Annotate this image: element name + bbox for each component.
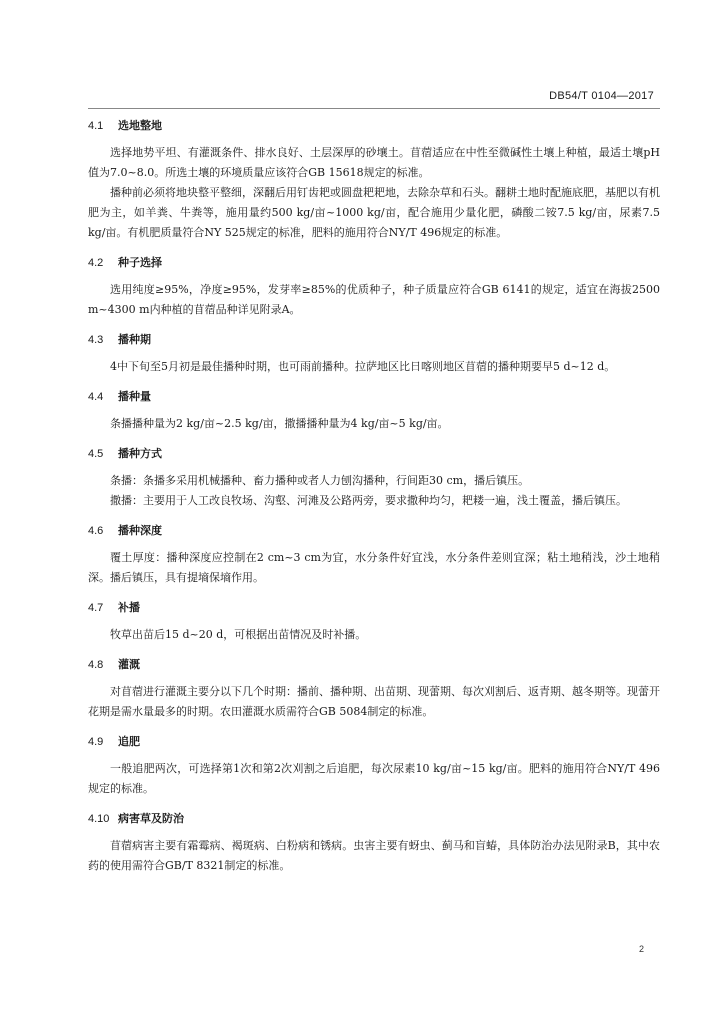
section-paragraph: 覆土厚度：播种深度应控制在2 cm~3 cm为宜，水分条件好宜浅，水分条件差则宜深；粘土地稍浅，沙土地稍深。播后镇压，具有提墒保墒作用。: [88, 551, 660, 584]
section-heading: [88, 446, 660, 462]
section-paragraph: 条播播种量为2 kg/亩~2.5 kg/亩，撒播播种量为4 kg/亩~5 kg/亩。: [110, 417, 449, 430]
section-number: 4.5: [88, 448, 104, 460]
section-number: 4.6: [88, 525, 104, 537]
section-title: 播种方式: [118, 447, 162, 460]
page-number: 2: [638, 944, 644, 954]
section-heading: [88, 600, 660, 616]
section-title: 病害草及防治: [118, 812, 184, 825]
section-paragraph: 选用纯度≥95%，净度≥95%，发芽率≥85%的优质种子，种子质量应符合GB 6141的规定，适宜在海拔2500 m~4300 m内种植的苜蓿品种详见附录A。: [88, 283, 660, 316]
section-paragraph: 一般追肥两次，可选择第1次和第2次刈割之后追肥，每次尿素10 kg/亩~15 kg/亩。肥料的施用符合NY/T 496规定的标准。: [88, 762, 660, 795]
section-paragraph: 牧草出苗后15 d~20 d，可根据出苗情况及时补播。: [110, 628, 367, 641]
section-paragraph: 撒播：主要用于人工改良牧场、沟壑、河滩及公路两旁，要求撒种均匀，耙耧一遍，浅土覆盖，播后镇压。: [110, 494, 627, 507]
section-number: 4.7: [88, 602, 104, 614]
section-title: 补播: [118, 601, 140, 614]
section-paragraph: 选择地势平坦、有灌溉条件、排水良好、土层深厚的砂壤土。苜蓿适应在中性至微碱性土壤上种植，最适土壤pH值为7.0~8.0。所选土壤的环境质量应该符合GB 15618规定的标准。: [88, 146, 660, 179]
section-heading: [88, 523, 660, 539]
section-title: 播种期: [118, 333, 151, 346]
section-title: 种子选择: [118, 256, 162, 269]
section-heading: [88, 255, 660, 271]
section-paragraph: 播种前必须将地块整平整细，深翻后用钉齿耙或圆盘耙耙地，去除杂草和石头。翻耕土地时配施底肥，基肥以有机肥为主，如羊粪、牛粪等，施用量约500 kg/亩~1000 kg/亩，配合施用少量化肥，磷酸二铵7.5 kg/亩，尿素7.5 kg/亩。有机肥质量符合NY 525规定的标准，肥料的施用符合NY/T 496规定的标准。: [88, 186, 660, 239]
section-paragraph: 4中下旬至5月初是最佳播种时期，也可雨前播种。拉萨地区比日喀则地区苜蓿的播种期要早5 d~12 d。: [110, 360, 616, 373]
section-title: 追肥: [118, 735, 140, 748]
section-heading: [88, 118, 660, 134]
section-number: 4.2: [88, 257, 104, 269]
section-title: 选地整地: [118, 119, 162, 132]
section-paragraph: 条播：条播多采用机械播种、畜力播种或者人力刨沟播种，行间距30 cm，播后镇压。: [110, 474, 530, 487]
section-number: 4.3: [88, 334, 104, 346]
section-number: 4.10: [88, 813, 110, 825]
section-heading: [88, 734, 660, 750]
section-title: 灌溉: [118, 658, 140, 671]
section-number: 4.9: [88, 736, 104, 748]
document-body: [88, 115, 660, 876]
section-paragraph: 对苜蓿进行灌溉主要分以下几个时期：播前、播种期、出苗期、现蕾期、每次刈割后、返青期、越冬期等。现蕾开花期是需水量最多的时期。农田灌溉水质需符合GB 5084制定的标准。: [88, 685, 660, 718]
section-heading: [88, 657, 660, 673]
section-heading: [88, 811, 660, 827]
section-heading: [88, 332, 660, 348]
section-number: 4.1: [88, 120, 104, 132]
section-number: 4.4: [88, 391, 104, 403]
section-heading: [88, 389, 660, 405]
section-paragraph: 苜蓿病害主要有霜霉病、褐斑病、白粉病和锈病。虫害主要有蚜虫、蓟马和盲蝽，具体防治办法见附录B，其中农药的使用需符合GB/T 8321制定的标准。: [88, 839, 660, 872]
header-divider: [88, 108, 660, 109]
section-title: 播种量: [118, 390, 151, 403]
section-title: 播种深度: [118, 524, 162, 537]
section-number: 4.8: [88, 659, 104, 671]
document-code: DB54/T 0104—2017: [549, 90, 654, 102]
